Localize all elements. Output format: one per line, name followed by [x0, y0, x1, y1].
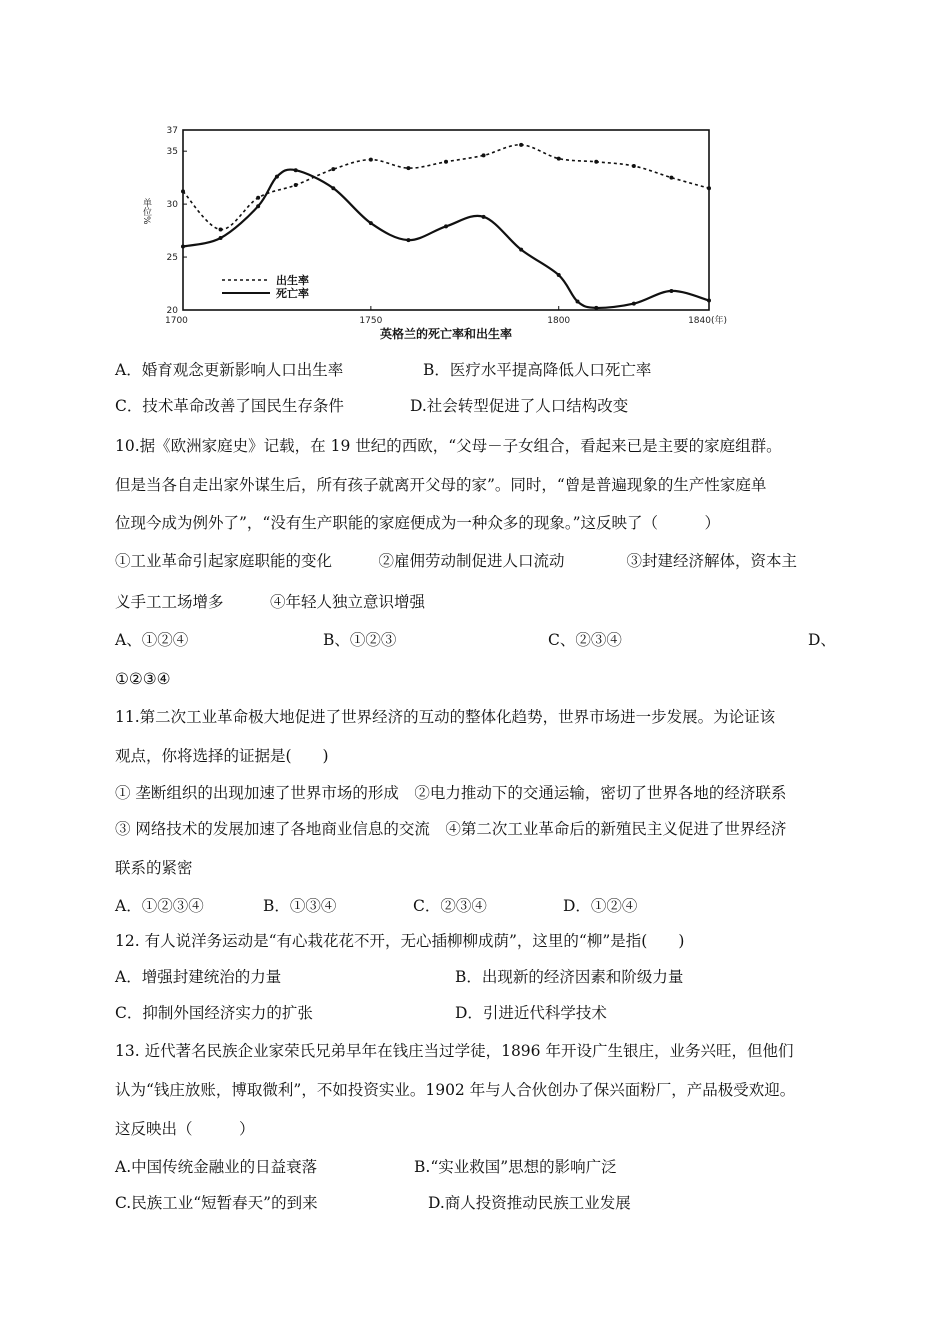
- q11-option-c[interactable]: C．②③④: [413, 897, 487, 915]
- q11-line-5: 联系的紧密: [115, 859, 193, 877]
- data-point: [557, 273, 561, 277]
- q13-option-d[interactable]: D.商人投资推动民族工业发展: [428, 1194, 631, 1212]
- q13-line-3: 这反映出（ ）: [115, 1120, 255, 1138]
- data-point: [707, 186, 711, 190]
- q13-option-a[interactable]: A.中国传统金融业的日益衰落: [115, 1158, 318, 1176]
- q10-line-1: 10.据《欧洲家庭史》记载，在 19 世纪的西欧，“父母－子女组合，看起来已是主要的家庭组群。: [115, 437, 782, 455]
- data-point: [519, 143, 523, 147]
- x-tick-label: 1700: [165, 316, 188, 326]
- q13-option-c[interactable]: C.民族工业“短暂春天”的到来: [115, 1194, 318, 1212]
- y-tick-label: 25: [166, 253, 178, 264]
- data-point: [256, 196, 260, 200]
- q12-option-d[interactable]: D．引进近代科学技术: [455, 1004, 607, 1022]
- data-point: [482, 153, 486, 157]
- q13-line-1: 13. 近代著名民族企业家荣氏兄弟早年在钱庄当过学徒，1896 年开设广生银庄，业务兴旺，但他们: [115, 1042, 794, 1060]
- q11-option-a[interactable]: A．①②③④: [115, 897, 204, 915]
- q9-option-d[interactable]: D.社会转型促进了人口结构改变: [410, 397, 629, 415]
- chart-title: 英格兰的死亡率和出生率: [379, 327, 513, 341]
- data-point: [594, 160, 598, 164]
- data-point: [632, 302, 636, 306]
- legend-label: 出生率: [276, 274, 309, 287]
- q9-option-a[interactable]: A．婚育观念更新影响人口出生率: [115, 361, 344, 379]
- data-point: [219, 228, 223, 232]
- data-point: [331, 167, 335, 171]
- q11-option-b[interactable]: B．①③④: [263, 897, 337, 915]
- data-point: [519, 248, 523, 252]
- x-tick-label: 1840(年): [688, 316, 727, 326]
- y-axis-label: 单位%: [141, 198, 151, 225]
- y-tick-label: 37: [166, 126, 178, 136]
- data-point: [369, 158, 373, 162]
- q12-option-b[interactable]: B．出现新的经济因素和阶级力量: [455, 968, 684, 986]
- data-point: [219, 236, 223, 240]
- data-point: [557, 157, 561, 161]
- data-point: [256, 204, 260, 208]
- q9-option-b[interactable]: B．医疗水平提高降低人口死亡率: [423, 361, 652, 379]
- q11-line-2: 观点，你将选择的证据是( ): [115, 747, 329, 765]
- q11-line-1: 11.第二次工业革命极大地促进了世界经济的互动的整体化趋势，世界市场进一步发展。为论证该: [115, 708, 776, 726]
- data-point: [369, 221, 373, 225]
- birth-death-rate-chart: [141, 118, 730, 343]
- y-tick-label: 35: [166, 147, 178, 158]
- y-tick-label: 30: [166, 200, 178, 211]
- data-point: [482, 215, 486, 219]
- data-point: [181, 189, 185, 193]
- data-point: [294, 183, 298, 187]
- q10-line-5: 义手工工场增多 ④年轻人独立意识增强: [115, 593, 426, 611]
- x-tick-label: 1800: [547, 316, 571, 326]
- q11-line-4: ③ 网络技术的发展加速了各地商业信息的交流 ④第二次工业革命后的新殖民主义促进了世界经济: [115, 820, 787, 838]
- series-line-birth-rate: [183, 145, 709, 230]
- q9-option-c[interactable]: C．技术革命改善了国民生存条件: [115, 397, 344, 415]
- data-point: [444, 224, 448, 228]
- data-point: [669, 289, 673, 293]
- data-point: [669, 176, 673, 180]
- data-point: [632, 164, 636, 168]
- q10-line-4: ①工业革命引起家庭职能的变化 ②雇佣劳动制促进人口流动 ③封建经济解体，资本主: [115, 552, 798, 570]
- data-point: [275, 175, 279, 179]
- q10-option-d-cont: ①②③④: [115, 670, 171, 688]
- data-point: [406, 166, 410, 170]
- q10-option-a[interactable]: A、①②④: [115, 631, 189, 649]
- data-point: [294, 168, 298, 172]
- data-point: [594, 306, 598, 310]
- q10-line-2: 但是当各自走出家外谋生后，所有孩子就离开父母的家”。同时，“曾是普遍现象的生产性家庭单: [115, 476, 767, 494]
- q10-option-d[interactable]: D、: [808, 631, 836, 649]
- data-point: [707, 298, 711, 302]
- series-line-death-rate: [183, 170, 709, 308]
- q11-option-d[interactable]: D．①②④: [563, 897, 638, 915]
- data-point: [181, 244, 185, 248]
- x-tick-label: 1750: [359, 316, 383, 326]
- q12-option-a[interactable]: A．增强封建统治的力量: [115, 968, 282, 986]
- data-point: [576, 300, 580, 304]
- data-point: [331, 186, 335, 190]
- q12-option-c[interactable]: C．抑制外国经济实力的扩张: [115, 1004, 313, 1022]
- data-point: [406, 238, 410, 242]
- q10-line-3: 位现今成为例外了”，“没有生产职能的家庭便成为一种众多的现象。”这反映了（ ）: [115, 514, 721, 532]
- q13-option-b[interactable]: B.“实业救国”思想的影响广泛: [414, 1158, 617, 1176]
- q10-option-b[interactable]: B、①②③: [323, 631, 397, 649]
- data-point: [444, 160, 448, 164]
- chart-svg: [141, 118, 730, 343]
- q11-line-3: ① 垄断组织的出现加速了世界市场的形成 ②电力推动下的交通运输，密切了世界各地的经济联系: [115, 784, 787, 802]
- y-tick-label: 20: [166, 306, 178, 316]
- q10-option-c[interactable]: C、②③④: [548, 631, 622, 649]
- legend-label: 死亡率: [276, 287, 309, 300]
- q12-line: 12. 有人说洋务运动是“有心栽花花不开，无心插柳柳成荫”，这里的“柳”是指( ): [115, 932, 685, 950]
- q13-line-2: 认为“钱庄放账，博取微利”，不如投资实业。1902 年与人合伙创办了保兴面粉厂，产品极受欢迎。: [115, 1081, 796, 1099]
- chart-frame: [183, 130, 709, 310]
